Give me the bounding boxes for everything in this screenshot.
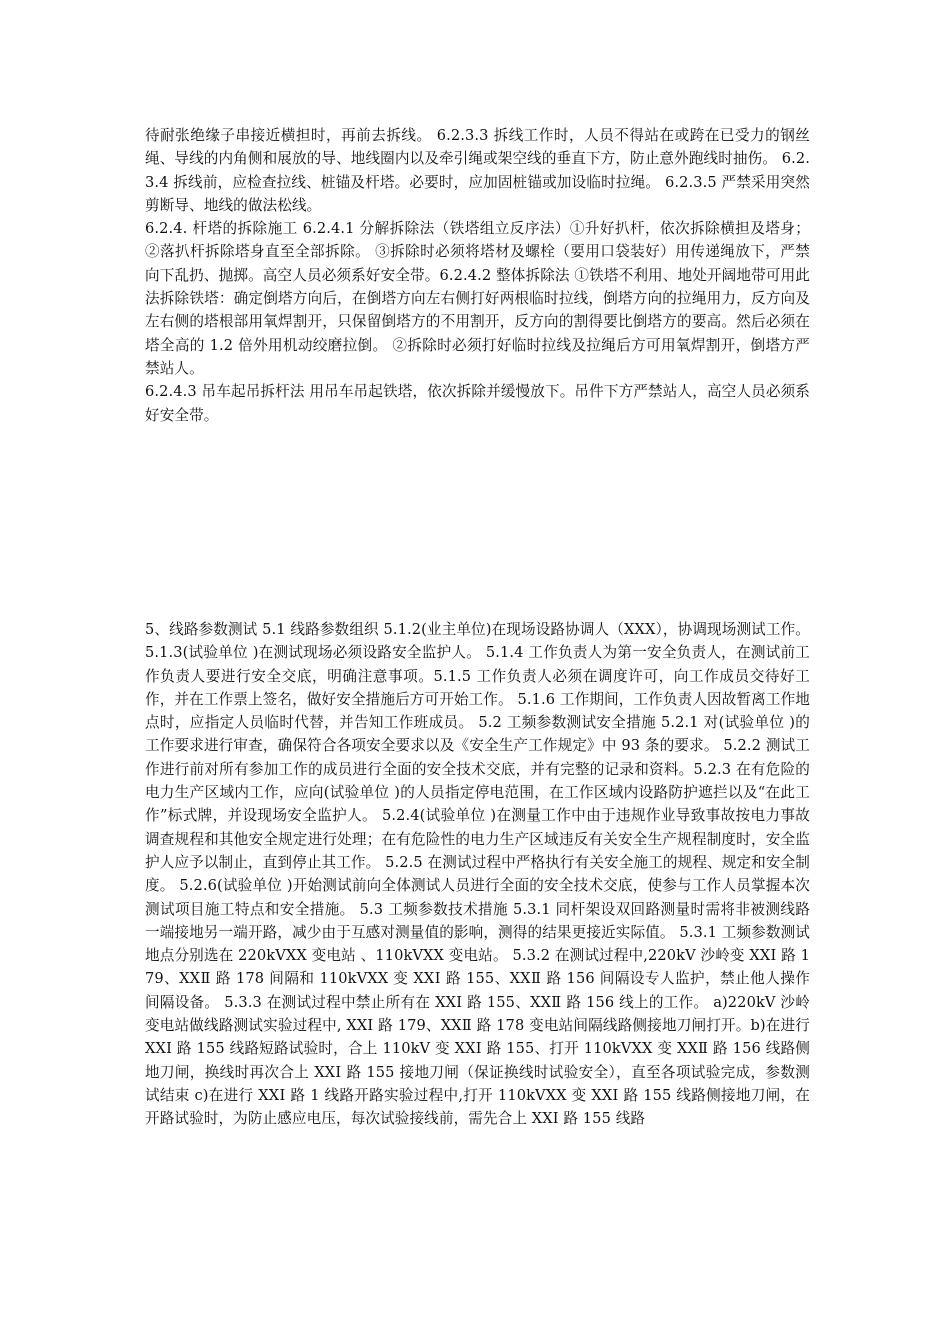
paragraph-tower-removal: 6.2.4. 杆塔的拆除施工 6.2.4.1 分解拆除法（铁塔组立反序法）①升好扒杆，依次拆除横担及塔身；②落扒杆拆除塔身直至全部拆除。 ③拆除时必须将塔材及螺栓（要用口袋装好）用传递绳放下，严禁向下乱扔、抛掷。高空人员必须系好安全带。6.2.4.2 整体拆除法 ①铁塔不利用、地处开阔地带可用此法拆除铁塔：确定倒塔方向后，在倒塔方向左右侧打好两根临时拉线，倒塔方向的拉绳用力，反方向及左右侧的塔根部用氧焊割开，只保留倒塔方的不用割开，反方向的割得要比倒塔方的要高。然后必须在塔全高的 1.2 倍外用机动绞磨拉倒。 ②拆除时必须打好临时拉线及拉绳后方可用氧焊割开，倒塔方严禁站人。	[145, 220, 810, 377]
section-tower-removal	[145, 124, 810, 427]
paragraph-wire-removal: 待耐张绝缘子串接近横担时，再前去拆线。 6.2.3.3 拆线工作时，人员不得站在或跨在已受力的钢丝绳、导线的内角侧和展放的导、地线圈内以及牵引绳或架空线的垂直下方，防止意外跑线时抽伤。 6.2.3.4 拆线前，应检查拉线、桩锚及杆塔。必要时，应加固桩锚或加设临时拉绳。 6.2.3.5 严禁采用突然剪断导、地线的做法松线。	[145, 127, 810, 214]
paragraph-parameter-test: 5、线路参数测试 5.1 线路参数组织 5.1.2(业主单位)在现场设路协调人（XXX），协调现场测试工作。 5.1.3(试验单位 )在测试现场必须设路安全监护人。 5.1.4 工作负责人为第一安全负责人，在测试前工作负责人要进行安全交底，明确注意事项。5.1.5 工作负责人必须在调度许可，向工作成员交待好工作，并在工作票上签名，做好安全措施后方可开始工作。 5.1.6 工作期间，工作负责人因故暂离工作地点时，应指定人员临时代替，并告知工作班成员。 5.2 工频参数测试安全措施 5.2.1 对(试验单位 )的工作要求进行审查，确保符合各项安全要求以及《安全生产工作规定》中 93 条的要求。 5.2.2 测试工作进行前对所有参加工作的成员进行全面的安全技术交底，并有完整的记录和资料。5.2.3 在有危险的电力生产区域内工作，应向(试验单位 )的人员指定停电范围，在工作区域内设路防护遮拦以及“在此工作”标式牌，并设现场安全监护人。 5.2.4(试验单位 )在测量工作中由于违规作业导致事故按电力事故调查规程和其他安全规定进行处理；在有危险性的电力生产区域违反有关安全生产规程制度时，安全监护人应予以制止，直到停止其工作。 5.2.5 在测试过程中严格执行有关安全施工的规程、规定和安全制度。 5.2.6(试验单位 )开始测试前向全体测试人员进行全面的安全技术交底，使参与工作人员掌握本次测试项目施工特点和安全措施。 5.3 工频参数技术措施 5.3.1 同杆架设双回路测量时需将非被测线路一端接地另一端开路，减少由于互感对测量值的影响，测得的结果更接近实际值。 5.3.1 工频参数测试地点分别选在 220kVXX 变电站 、110kVXX 变电站。 5.3.2 在测试过程中,220kV 沙岭变 XXⅠ 路 179、XXⅡ 路 178 间隔和 110kVXX 变 XXⅠ 路 155、XXⅡ 路 156 间隔设专人监护，禁止他人操作间隔设备。 5.3.3 在测试过程中禁止所有在 XXⅠ 路 155、XXⅡ 路 156 线上的工作。 a)220kV 沙岭变电站做线路测试实验过程中, XXⅠ 路 179、XXⅡ 路 178 变电站间隔线路侧接地刀闸打开。b)在进行 XXⅠ 路 155 线路短路试验时，合上 110kV 变 XXⅠ 路 155、打开 110kVXX 变 XXⅡ 路 156 线路侧地刀闸，换线时再次合上 XXⅠ 路 155 接地刀闸（保证换线时试验安全），直至各项试验完成，参数测试结束 c)在进行 XXⅠ 路 1 线路开路实验过程中,打开 110kVXX 变 XXⅠ 路 155 线路侧接地刀闸，在开路试验时，为防止感应电压，每次试验接线前，需先合上 XXⅠ 路 155 线路	[145, 621, 810, 1128]
section-line-parameter-test	[145, 618, 810, 1131]
paragraph-crane-removal: 6.2.4.3 吊车起吊拆杆法 用吊车吊起铁塔，依次拆除并缓慢放下。吊件下方严禁站人，高空人员必须系好安全带。	[145, 383, 810, 424]
